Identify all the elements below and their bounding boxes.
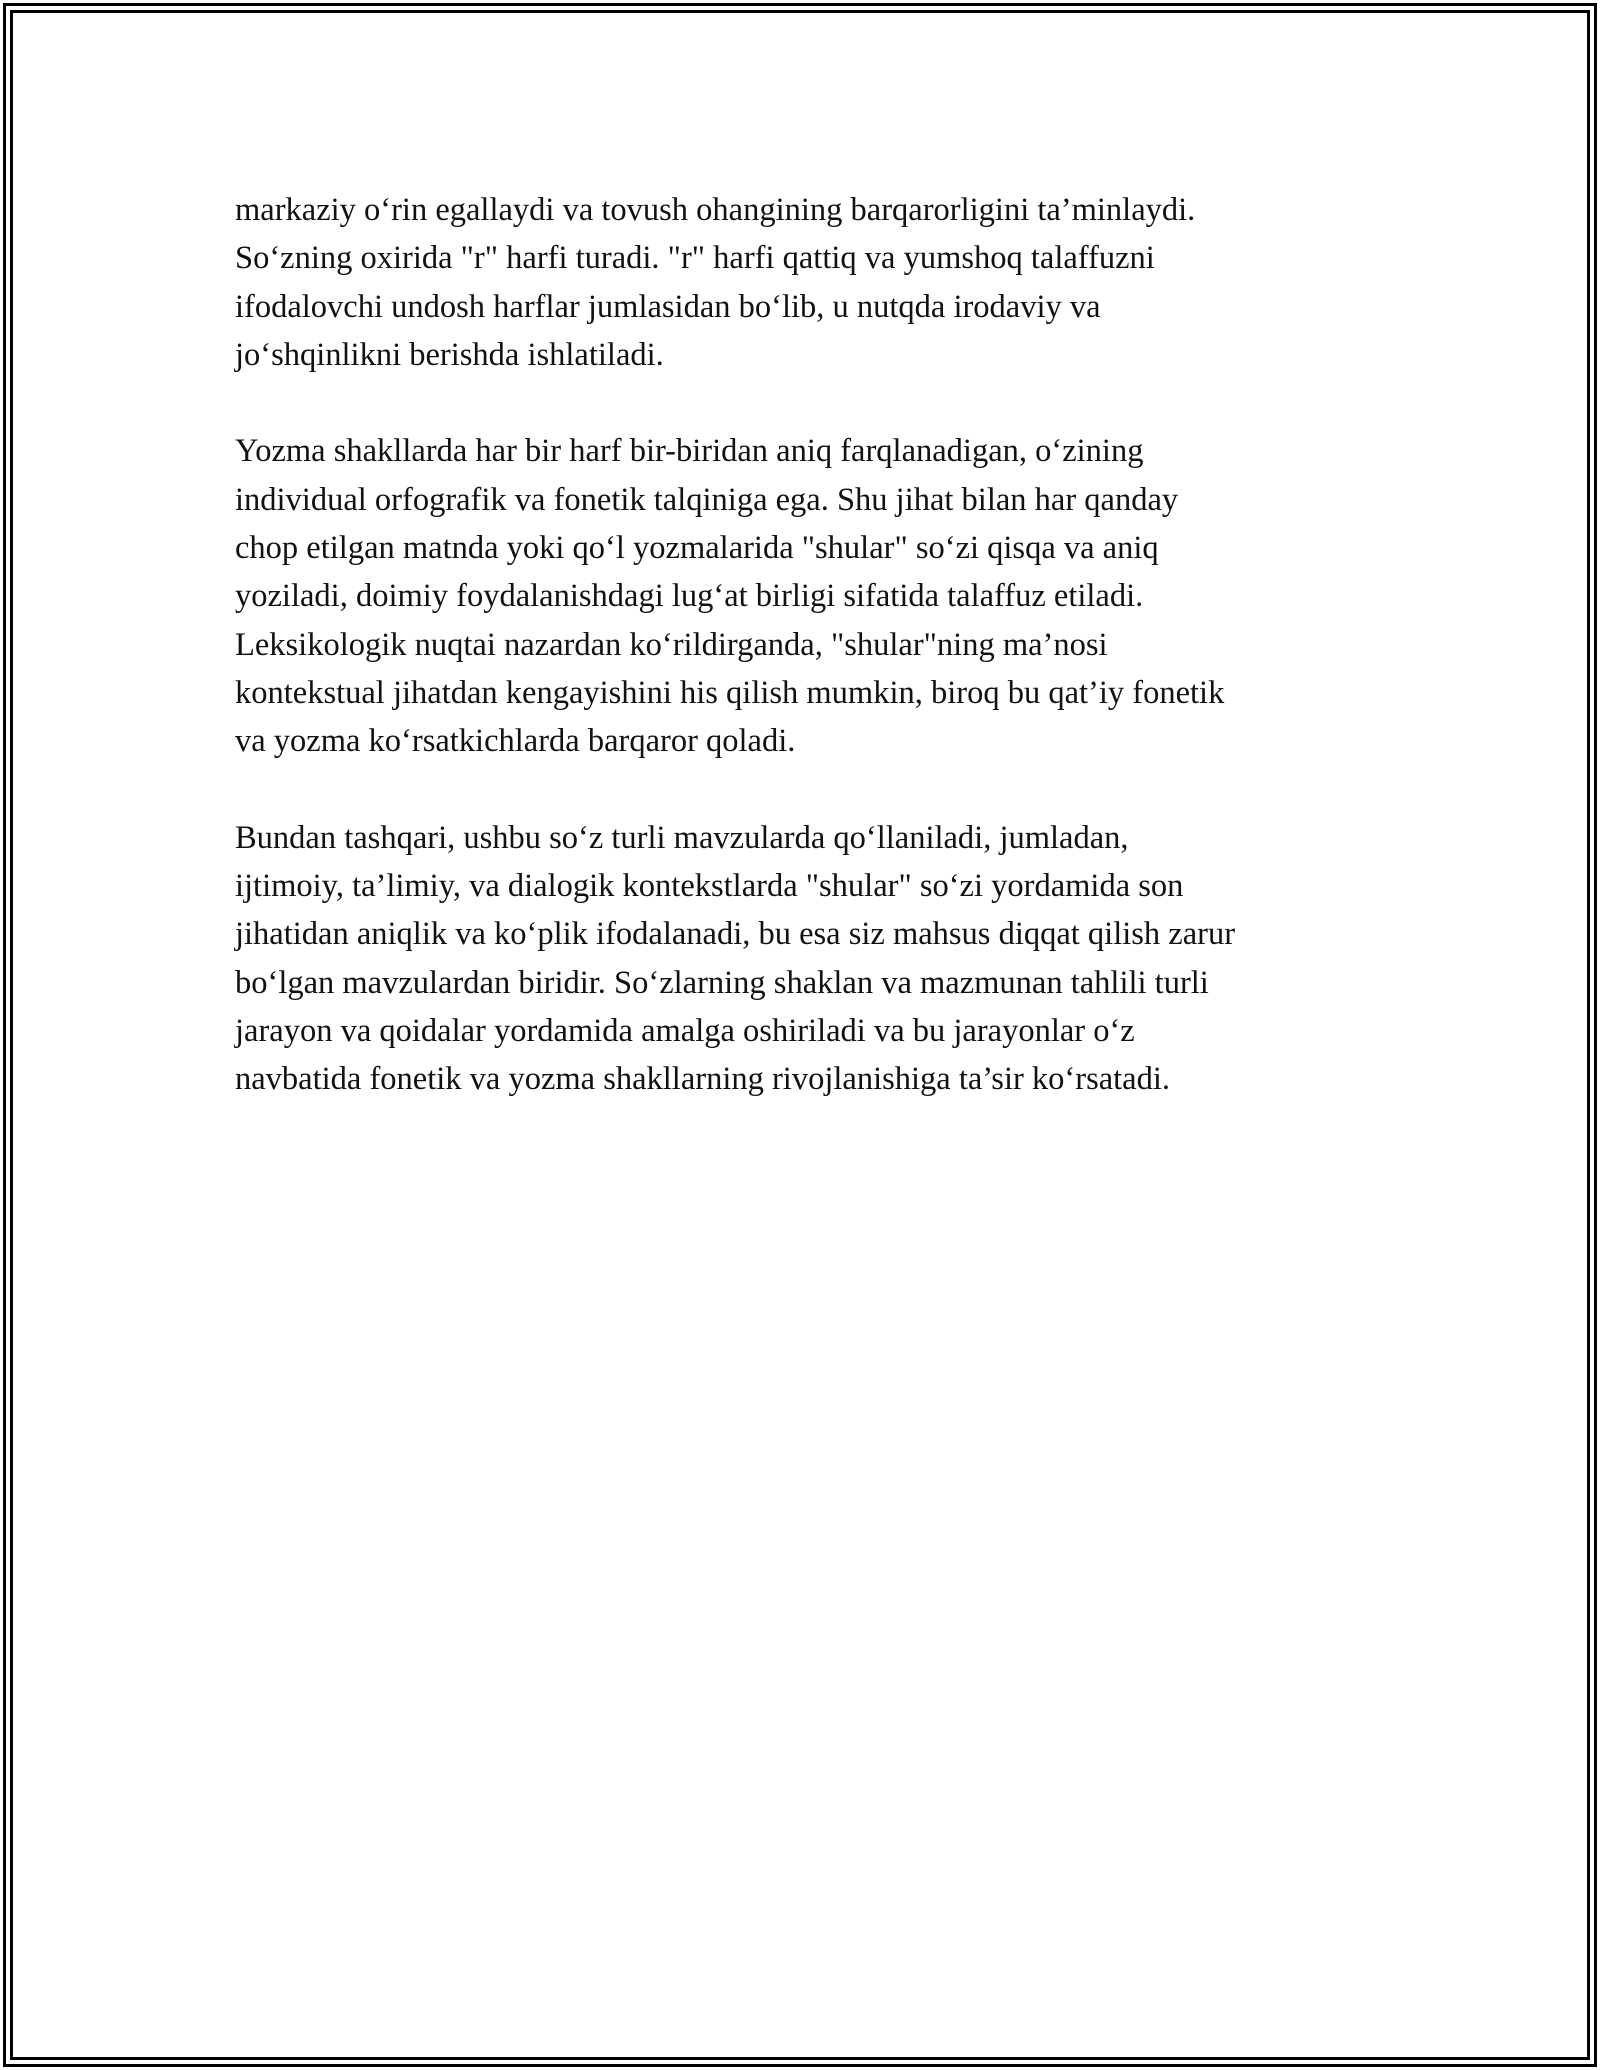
text-line: chop etilgan matnda yoki qo‘l yozmalarida "shular" so‘zi qisqa va aniq	[235, 530, 1159, 567]
text-line: jihatidan aniqlik va ko‘plik ifodalanadi, bu esa siz mahsus diqqat qilish zarur	[235, 916, 1236, 953]
text-line: So‘zning oxirida "r" harfi turadi. "r" harfi qattiq va yumshoq talaffuzni	[235, 240, 1155, 277]
text-line: ifodalovchi undosh harflar jumlasidan bo‘lib, u nutqda irodaviy va	[235, 288, 1101, 325]
paragraph-2	[235, 427, 1415, 765]
text-line: individual orfografik va fonetik talqiniga ega. Shu jihat bilan har qanday	[235, 481, 1179, 518]
text-line: Yozma shakllarda har bir harf bir-biridan aniq farqlanadigan, o‘zining	[235, 433, 1144, 470]
text-line: kontekstual jihatdan kengayishini his qilish mumkin, biroq bu qat’iy fonetik	[235, 674, 1225, 711]
text-line: markaziy o‘rin egallaydi va tovush ohangining barqarorligini ta’minlaydi.	[235, 192, 1196, 228]
text-line: jo‘shqinlikni berishda ishlatiladi.	[235, 336, 664, 373]
text-line: navbatida fonetik va yozma shakllarning rivojlanishiga ta’sir ko‘rsatadi.	[235, 1061, 1171, 1098]
text-line: Leksikologik nuqtai nazardan ko‘rildirganda, "shular"ning ma’nosi	[235, 626, 1108, 663]
text-line: ijtimoiy, ta’limiy, va dialogik kontekstlarda "shular" so‘zi yordamida son	[235, 868, 1184, 905]
text-line: va yozma ko‘rsatkichlarda barqaror qoladi.	[235, 723, 796, 760]
paragraph-1	[235, 186, 1415, 379]
paragraph-3	[235, 814, 1415, 1104]
document-body	[235, 186, 1415, 1152]
text-line: yoziladi, doimiy foydalanishdagi lug‘at birligi sifatida talaffuz etiladi.	[235, 578, 1144, 615]
text-line: bo‘lgan mavzulardan biridir. So‘zlarning shaklan va mazmunan tahlili turli	[235, 964, 1209, 1001]
text-line: jarayon va qoidalar yordamida amalga oshiriladi va bu jarayonlar o‘z	[235, 1013, 1135, 1050]
text-line: Bundan tashqari, ushbu so‘z turli mavzularda qo‘llaniladi, jumladan,	[235, 819, 1129, 856]
